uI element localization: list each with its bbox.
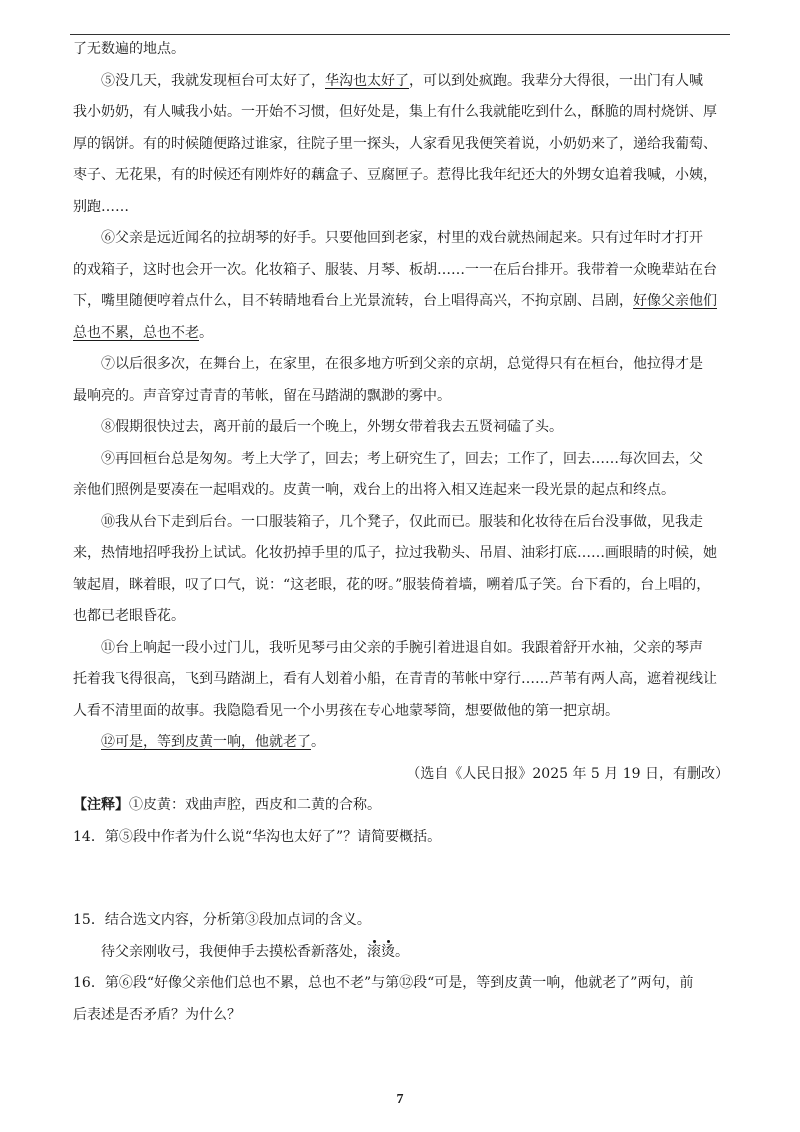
underlined-phrase: 好像父亲他们 [633, 293, 717, 309]
text-line: 了无数遍的地点。 [73, 41, 185, 57]
text-line: 枣子、无花果，有的时候还有刚炸好的藕盒子、豆腐匣子。惹得比我年纪还大的外甥女追着我喊，小姨， [73, 167, 717, 183]
text-line: 我小奶奶，有人喊我小姑。一开始不习惯，但好处是，集上有什么我就能吃到什么，酥脆的周村烧饼、厚 [73, 104, 717, 120]
text-line: 也都已老眼昏花。 [73, 608, 185, 624]
dotted-word-char: 滚 [367, 943, 381, 960]
underlined-phrase: 华沟也太好了 [325, 72, 409, 89]
annotation-note: 【注释】①皮黄：戏曲声腔，西皮和二黄的合称。 [73, 797, 381, 813]
text-line: 托着我飞得很高，飞到马踏湖上，看有人划着小船，在青青的苇帐中穿行……芦苇有两人高，遮着视线让 [73, 671, 717, 687]
text-line: 下，嘴里随便哼着点什么，目不转睛地看台上光景流转，台上唱得高兴，不拘京剧、吕剧，好像父亲他们 [73, 293, 717, 309]
underlined-phrase: 总也不累，总也不老 [73, 324, 199, 341]
page-content [73, 34, 733, 1031]
text-line: ⑫可是，等到皮黄一响，他就老了。 [101, 734, 325, 750]
paragraph-6 [73, 223, 733, 349]
paragraph-5 [73, 66, 733, 224]
text-line: 的戏箱子，这时也会开一次。化妆箱子、服装、月琴、板胡……一一在后台排开。我带着一众晚辈站在台 [73, 261, 717, 278]
question-15: 15．结合选文内容，分析第③段加点词的含义。 [73, 912, 371, 928]
paragraph-10 [73, 507, 733, 633]
text-line: 最响亮的。声音穿过青青的苇帐，留在马踏湖的飘渺的雾中。 [73, 387, 451, 404]
text-line: ⑦以后很多次，在舞台上，在家里，在很多地方听到父亲的京胡，总觉得只有在桓台，他拉得才是 [101, 356, 703, 372]
text-line: 亲他们照例是要凑在一起唱戏的。皮黄一响，戏台上的出将入相又连起来一段光景的起点和终点。 [73, 482, 675, 498]
text-line: ⑧假期很快过去，离开前的最后一个晚上，外甥女带着我去五贤祠磕了头。 [101, 419, 563, 435]
paragraph-9 [73, 444, 733, 507]
text-line: 来，热情地招呼我扮上试试。化妆扔掉手里的瓜子，拉过我勒头、吊眉、油彩打底……画眼睛的时候，她 [73, 545, 717, 561]
underlined-phrase: ⑫可是，等到皮黄一响，他就老了 [101, 734, 311, 750]
question-14: 14．第⑤段中作者为什么说“华沟也太好了”？请简要概括。 [73, 828, 442, 845]
question-16-cont: 后表述是否矛盾？为什么？ [73, 1006, 241, 1023]
text-line: 总也不累，总也不老。 [73, 324, 213, 341]
answer-space [73, 853, 733, 905]
text-line: ⑨再回桓台总是匆匆。考上大学了，回去；考上研究生了，回去；工作了，回去……每次回去，父 [101, 450, 703, 467]
text-line: 别跑…… [73, 198, 129, 215]
text-line: 人看不清里面的故事。我隐隐看见一个小男孩在专心地蒙琴筒，想要做他的第一把京胡。 [73, 702, 619, 719]
source-citation: （选自《人民日报》2025 年 5 月 19 日，有删改） [406, 765, 729, 782]
text-line: ⑤没几天，我就发现桓台可太好了，华沟也太好了，可以到处疯跑。我辈分大得很，一出门有人喊 [101, 72, 703, 89]
text-line: ⑩我从台下走到后台。一口服装箱子，几个凳子，仅此而已。服装和化妆待在后台没事做，见我走 [101, 513, 703, 530]
question-16: 16．第⑥段“好像父亲他们总也不累，总也不老”与第⑫段“可是，等到皮黄一响，他就老了”两句，前 [73, 975, 694, 991]
page-number: 7 [396, 1092, 404, 1107]
question-15-quote: 待父亲刚收弓，我便伸手去摸松香新落处，滚烫。 [101, 943, 409, 960]
dotted-word-char: 烫 [381, 943, 395, 960]
text-line: 厚的锅饼。有的时候随便路过谁家，往院子里一探头，人家看见我便笑着说，小奶奶来了，递给我葡萄、 [73, 135, 717, 152]
text-line: ⑪台上响起一段小过门儿，我听见琴弓由父亲的手腕引着进退自如。我跟着舒开水袖，父亲的琴声 [101, 639, 703, 656]
text-line: 皱起眉，眯着眼，叹了口气，说：“这老眼，花的呀。”服装倚着墙，嗍着瓜子笑。台下看的，台上唱的， [73, 576, 711, 593]
paragraph-7 [73, 349, 733, 412]
paragraph-8 [73, 412, 733, 444]
note-label: 【注释】 [73, 797, 129, 813]
text-line: ⑥父亲是远近闻名的拉胡琴的好手。只要他回到老家，村里的戏台就热闹起来。只有过年时才打开 [101, 230, 703, 246]
paragraph-11 [73, 633, 733, 728]
paragraph-12 [73, 727, 733, 759]
